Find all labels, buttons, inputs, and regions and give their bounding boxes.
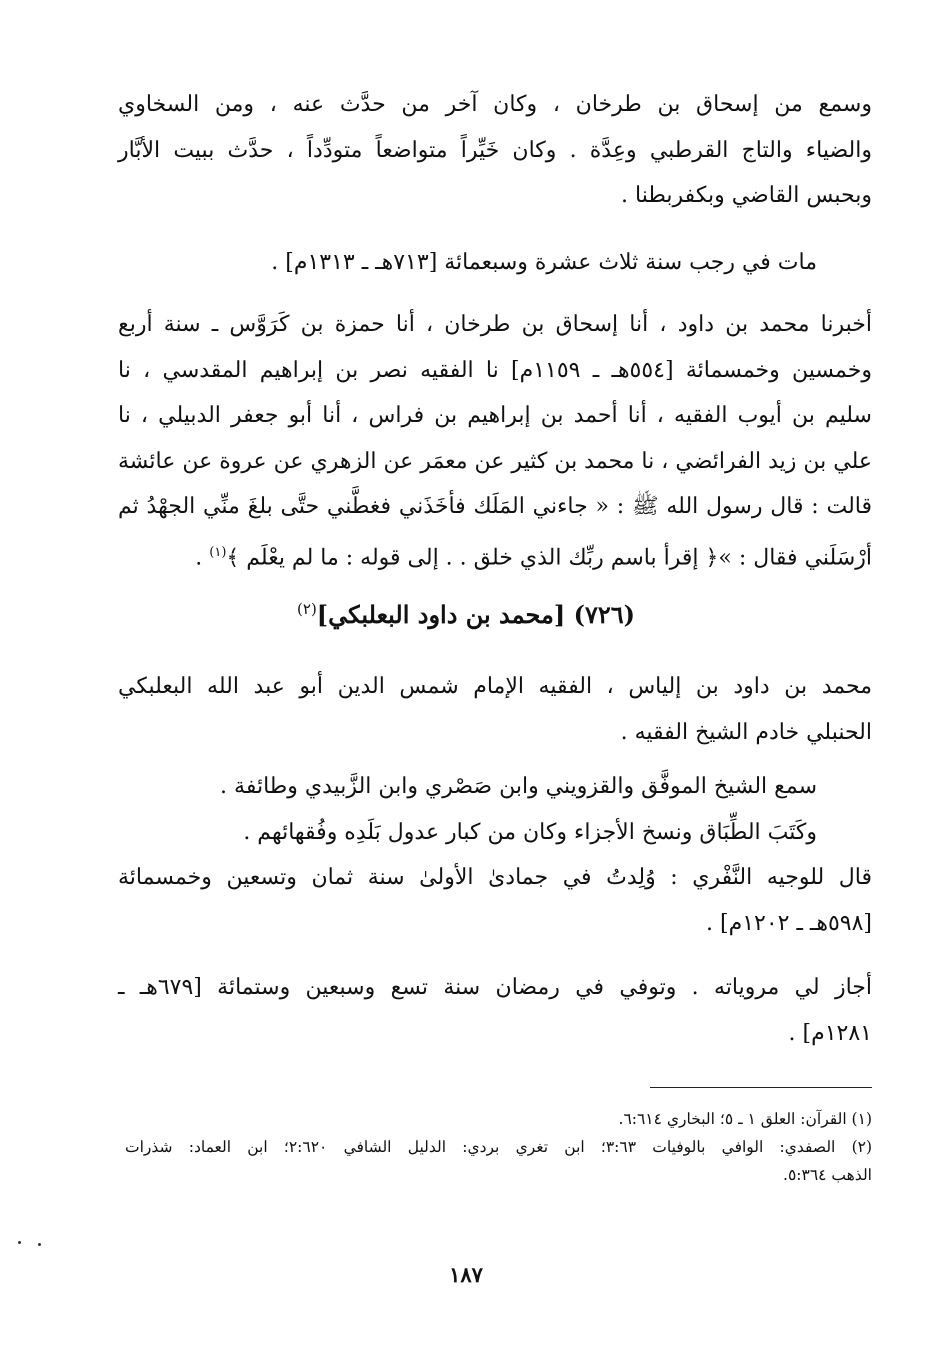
paragraph-1	[118, 82, 872, 219]
paragraph-4	[118, 664, 872, 755]
text-line: محمد بن داود بن إلياس ، الفقيه الإمام شمس الدين أبو عبد الله البعلبكي	[118, 674, 872, 699]
scan-specks	[16, 1240, 46, 1246]
text-line: علي بن زيد الفرائضي ، نا محمد بن كثير عن معمَر عن الزهري عن عروة عن عائشة	[118, 448, 872, 474]
text-line: قال للوجيه النَّفْري : وُلِدتُ في جمادىٰ الأولىٰ سنة ثمان وتسعين وخمسمائة	[118, 865, 872, 890]
text-line: أخبرنا محمد بن داود ، أنا إسحاق بن طرخان ، أنا حمزة بن كَرَوَّس ـ سنة أربع	[118, 312, 872, 337]
text-line: وكَتَبَ الطِّبَاق ونسخ الأجزاء وكان من كبار عدول بَلَدِه وفُقهائهم .	[243, 819, 817, 845]
page-number: ١٨٧	[449, 1262, 483, 1287]
footnote-separator	[650, 1087, 872, 1088]
paragraph-2	[118, 240, 817, 286]
text-line: سمع الشيخ الموفَّق والقزويني وابن صَصْري وابن الزَّبيدي وطائفة .	[220, 774, 817, 799]
text-line: أجاز لي مروياته . وتوفي في رمضان سنة تسع وسبعين وستمائة [٦٧٩هـ ـ	[118, 975, 872, 1000]
text-line: ١٢٨١م] .	[788, 1020, 872, 1046]
footnotes	[125, 1105, 872, 1189]
footnote-1: (١) القرآن: العلق ١ ـ ٥؛ البخاري ٦:٦١٤.	[618, 1110, 872, 1128]
quran-quote: أرْسَلَني فقال : »﴿ إقرأ باسم ربِّك الذي خلق . . إلى قوله : ما لم يعْلَم ﴾	[226, 544, 872, 570]
footnote-2-continued: الذهب ٥:٣٦٤.	[783, 1166, 872, 1184]
text-line	[118, 530, 872, 581]
text-line: مات في رجب سنة ثلاث عشرة وسبعمائة [٧١٣هـ ـ ١٣١٣م] .	[271, 250, 817, 275]
paragraph-5	[118, 764, 817, 855]
text-line: وبحبس القاضي وبكفربطنا .	[621, 183, 872, 208]
paragraph-3	[118, 302, 872, 580]
footnote-ref-2: (٢)	[297, 600, 317, 618]
heading-text: (٧٢٦) [محمد بن داود البعلبكي]	[316, 600, 635, 629]
paragraph-6	[118, 965, 872, 1056]
entry-heading	[0, 600, 932, 629]
line-end: .	[195, 544, 210, 570]
footnote-2: (٢) الصفدي: الوافي بالوفيات ٣:٦٣؛ ابن تغري بردي: الدليل الشافي ٢:٦٢٠؛ ابن العماد: شذرات	[125, 1138, 873, 1156]
text-line: وسمع من إسحاق بن طرخان ، وكان آخر من حدَّث عنه ، ومن السخاوي	[118, 92, 872, 117]
paragraph-5b	[118, 855, 872, 946]
text-line: الحنبلي خادم الشيخ الفقيه .	[620, 719, 872, 745]
text-line: قالت : قال رسول الله ﷺ : « جاءني المَلَك فأخَذَني فغطَّني حتَّى بلغَ منِّي الجهْدُ ثم	[118, 494, 872, 519]
text-line: وخمسين وخمسمائة [٥٥٤هـ ـ ١١٥٩م] نا الفقيه نصر بن إبراهيم المقدسي ، نا	[118, 357, 872, 383]
text-line: [٥٩٨هـ ـ ١٢٠٢م] .	[706, 910, 872, 936]
text-line: سليم بن أيوب الفقيه ، أنا أحمد بن إبراهيم بن فراس ، أنا أبو جعفر الدبيلي ، نا	[118, 403, 872, 428]
text-line: والضياء والتاج القرطبي وعِدَّة . وكان خَيِّراً متواضعاً متودِّداً ، حدَّث ببيت الأبَّار	[118, 137, 872, 163]
footnote-ref-1: (١)	[209, 544, 227, 560]
